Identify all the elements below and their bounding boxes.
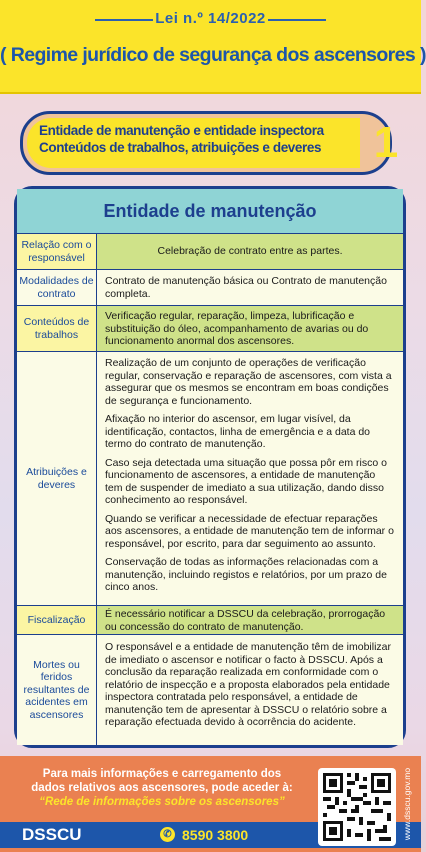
table-row xyxy=(17,305,403,351)
row-label: Fiscalização xyxy=(17,606,97,634)
footer-network-link[interactable]: “Rede de informações sobre os ascensores” xyxy=(39,796,285,808)
row-paragraph: Quando se verificar a necessidade de efectuar reparações aos ascensores, a entidade de manutenção tem de informar o responsável, por escrito, para dar seguimento ao assunto. xyxy=(105,512,394,550)
website-url[interactable] xyxy=(400,760,414,848)
table-row xyxy=(17,605,403,634)
row-label: Mortes ou feridos resultantes de acidentes em ascensores xyxy=(17,635,97,745)
row-text: Contrato de manutenção básica ou Contrato de manutenção completa. xyxy=(105,275,387,300)
law-number: Lei n.º 14/2022 xyxy=(155,10,266,27)
row-paragraph: Afixação no interior do ascensor, em lugar visível, da identificação, contactos, linha de emergência e a data do termo do contrato de manutenção. xyxy=(105,413,371,450)
website-url-text: www.dsscu.gov.mo xyxy=(402,767,412,841)
card-title: Entidade de manutenção xyxy=(17,189,403,233)
row-content xyxy=(97,234,403,269)
topic-banner xyxy=(20,111,399,175)
row-text: O responsável e a entidade de manutenção têm de imobilizar de imediato o ascensor e notificar o facto à DSSCU. Após a conclusão da reparação realizada em conformidade com o relatório de inspecção e a proposta elaborados pela entidade inspectora contratada pelo responsável, a entidade de manutenção tem de apresentar à DSSCU o relatório sobre a reparação efectuada devido à ocorrência do acidente. xyxy=(105,641,392,728)
row-content xyxy=(97,270,403,305)
topic-text xyxy=(39,122,324,156)
row-text: É necessário notificar a DSSCU da celebração, prorrogação ou concessão do contrato de manutenção. xyxy=(105,608,386,633)
topic-number: 1 xyxy=(373,118,399,167)
page-title: ( Regime jurídico de segurança dos ascensores ) xyxy=(0,44,426,66)
row-content xyxy=(97,352,403,605)
org-name: DSSCU xyxy=(22,825,82,844)
row-label: Relação com o responsável xyxy=(17,234,97,269)
footer-info-line-1: Para mais informações e carregamento dos xyxy=(42,768,282,780)
table-row xyxy=(17,634,403,745)
phone-number[interactable]: 8590 3800 xyxy=(182,827,249,843)
row-content xyxy=(97,635,403,745)
row-text: Celebração de contrato entre as partes. xyxy=(157,245,343,258)
row-content xyxy=(97,306,403,351)
row-label: Conteúdos de trabalhos xyxy=(17,306,97,351)
row-text: Verificação regular, reparação, limpeza, lubrificação e substituição do óleo, acompanhamento de avarias ou do funcionamento anormal dos ascensores. xyxy=(105,310,369,347)
footer-info-line-2: dados relativos aos ascensores, pode aceder à: xyxy=(31,782,293,794)
table-row xyxy=(17,269,403,305)
footer xyxy=(0,756,421,852)
footer-info xyxy=(22,767,302,809)
qr-code-icon[interactable] xyxy=(318,768,396,846)
topic-line-2: Conteúdos de trabalhos, atribuições e deveres xyxy=(39,140,322,155)
row-label: Atribuições e deveres xyxy=(17,352,97,605)
row-content xyxy=(97,606,403,634)
row-label: Modalidades de contrato xyxy=(17,270,97,305)
table-row xyxy=(17,351,403,605)
phone-icon: ✆ xyxy=(160,827,175,842)
table-row xyxy=(17,233,403,269)
row-paragraph: Conservação de todas as informações relacionadas com a manutenção, incluindo registos e relatórios, por um prazo de cinco anos. xyxy=(105,556,387,593)
row-paragraph: Caso seja detectada uma situação que possa pôr em risco o funcionamento de ascensores, a entidade de manutenção tem de suspender de imediato a sua utilização, dando disso conhecimento ao responsável. xyxy=(105,456,387,506)
topic-line-1: Entidade de manutenção e entidade inspectora xyxy=(39,123,324,138)
row-paragraph: Realização de um conjunto de operações de verificação regular, conservação e reparação de ascensores, com vista a assegurar que os mesmos se encontram em boas condições de segurança e funcionamento. xyxy=(105,357,392,407)
info-card xyxy=(14,186,406,748)
